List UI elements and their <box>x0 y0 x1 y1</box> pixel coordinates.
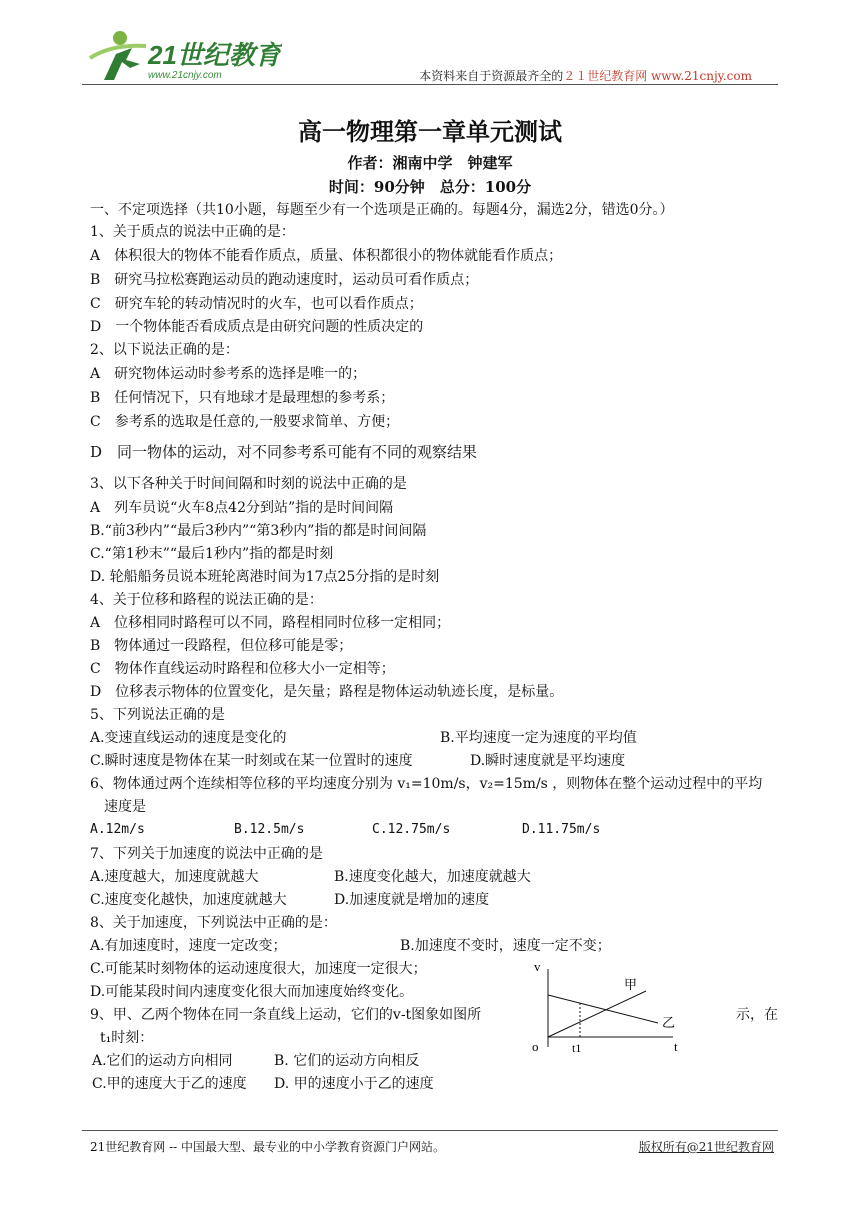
series-yi-line <box>548 995 658 1023</box>
y-axis-label: v <box>534 959 541 974</box>
q8-option-d: D.可能某段时间内速度变化很大而加速度始终变化。 <box>90 984 414 1000</box>
q1-stem: 1、关于质点的说法中正确的是： <box>90 224 295 240</box>
q9-option-a: A.它们的运动方向相同 <box>92 1053 233 1069</box>
q5-option-b: B.平均速度一定为速度的平均值 <box>440 730 637 746</box>
q8-option-c: C.可能某时刻物体的运动速度很大，加速度一定很大； <box>90 961 427 977</box>
page-title: 高一物理第一章单元测试 <box>298 117 562 146</box>
q7-option-a: A.速度越大，加速度就越大 <box>90 869 259 885</box>
q4-option-c: C 物体作直线运动时路程和位移大小一定相等； <box>90 661 395 677</box>
vt-chart <box>528 955 698 1055</box>
origin-label: o <box>532 1039 539 1054</box>
q3-option-a: A 列车员说“火车8点42分到站”指的是时间间隔 <box>90 500 394 516</box>
q6-option-d: D.11.75m/s <box>522 822 601 837</box>
q4-stem: 4、关于位移和路程的说法正确的是： <box>90 592 323 608</box>
q9-stem-tail: 示，在 <box>736 1007 778 1023</box>
series-jia-line <box>548 991 646 1037</box>
q1-option-c: C 研究车轮的转动情况时的火车，也可以看作质点； <box>90 296 423 312</box>
q9-option-c: C.甲的速度大于乙的速度 <box>92 1076 247 1092</box>
q2-stem: 2、以下说法正确的是： <box>90 342 239 358</box>
q6-option-a: A.12m/s <box>90 822 145 837</box>
q7-option-c: C.速度变化越快，加速度就越大 <box>90 892 287 908</box>
header-note: 本资料来自于资源最齐全的２１世纪教育网 www.21cnjy.com <box>419 69 752 83</box>
q5-option-d: D.瞬时速度就是平均速度 <box>470 753 626 769</box>
q8-option-b: B.加速度不变时，速度一定不变； <box>400 938 611 954</box>
logo-text: 21世纪教育 <box>148 40 281 70</box>
header-link[interactable]: ２１世纪教育网 www.21cnjy.com <box>563 69 752 83</box>
series-jia-label: 甲 <box>624 977 638 992</box>
q6-option-b: B.12.5m/s <box>234 822 305 837</box>
author-line: 作者：湘南中学 钟建军 <box>347 154 513 172</box>
q1-option-d: D 一个物体能否看成质点是由研究问题的性质决定的 <box>90 319 424 335</box>
q3-option-b: B.“前3秒内”“最后3秒内”“第3秒内”指的都是时间间隔 <box>90 523 427 539</box>
time-line: 时间：90分钟 总分：100分 <box>328 178 532 196</box>
logo-url: www.21cnjy.com <box>148 70 222 81</box>
q3-stem: 3、以下各种关于时间间隔和时刻的说法中正确的是 <box>90 476 407 492</box>
q5-option-c: C.瞬时速度是物体在某一时刻或在某一位置时的速度 <box>90 753 413 769</box>
q9-stem-cont: t₁时刻： <box>100 1030 154 1046</box>
q2-option-b: B 任何情况下，只有地球才是最理想的参考系； <box>90 390 395 406</box>
q6-option-c: C.12.75m/s <box>372 822 451 837</box>
q7-option-b: B.速度变化越大，加速度就越大 <box>334 869 531 885</box>
site-logo <box>82 24 282 86</box>
q6-stem: 6、物体通过两个连续相等位移的平均速度分别为 v₁=10m/s，v₂=15m/s ，则物体在整个运动过程中的平均 <box>90 776 763 792</box>
q8-stem: 8、关于加速度，下列说法中正确的是： <box>90 915 337 931</box>
t1-label: t1 <box>572 1041 582 1055</box>
q9-option-d: D. 甲的速度小于乙的速度 <box>274 1076 434 1092</box>
q4-option-d: D 位移表示物体的位置变化，是矢量；路程是物体运动轨迹长度，是标量。 <box>90 684 564 700</box>
q3-option-c: C.“第1秒末”“最后1秒内”指的都是时刻 <box>90 546 334 562</box>
section-heading: 一、不定项选择（共10小题，每题至少有一个选项是正确的。每题4分，漏选2分，错选0分。） <box>90 202 674 218</box>
q4-option-b: B 物体通过一段路程，但位移可能是零； <box>90 638 353 654</box>
x-axis-label: t <box>674 1039 678 1054</box>
q9-option-b: B. 它们的运动方向相反 <box>274 1053 420 1069</box>
footer-divider <box>82 1130 778 1131</box>
q2-option-d: D 同一物体的运动，对不同参考系可能有不同的观察结果 <box>90 443 478 461</box>
q1-option-b: B 研究马拉松赛跑运动员的跑动速度时，运动员可看作质点； <box>90 272 479 288</box>
q3-option-d: D. 轮船船务员说本班轮离港时间为17点25分指的是时刻 <box>90 569 440 585</box>
q9-stem: 9、甲、乙两个物体在同一条直线上运动，它们的v-t图象如图所 <box>90 1007 482 1023</box>
q7-option-d: D.加速度就是增加的速度 <box>334 892 490 908</box>
q2-option-a: A 研究物体运动时参考系的选择是唯一的； <box>90 366 367 382</box>
q2-option-c: C 参考系的选取是任意的,一般要求简单、方便； <box>90 414 400 430</box>
q7-stem: 7、下列关于加速度的说法中正确的是 <box>90 846 323 862</box>
q5-option-a: A.变速直线运动的速度是变化的 <box>90 730 287 746</box>
q4-option-a: A 位移相同时路程可以不同，路程相同时位移一定相同； <box>90 615 451 631</box>
series-yi-label: 乙 <box>662 1015 676 1030</box>
footer-left: 21世纪教育网 -- 中国最大型、最专业的中小学教育资源门户网站。 <box>90 1140 446 1154</box>
q5-stem: 5、下列说法正确的是 <box>90 707 225 723</box>
q8-option-a: A.有加速度时，速度一定改变； <box>90 938 287 954</box>
footer-copyright-link[interactable]: 版权所有@21世纪教育网 <box>638 1140 774 1154</box>
q1-option-a: A 体积很大的物体不能看作质点，质量、体积都很小的物体就能看作质点； <box>90 248 563 264</box>
q6-stem-cont: 速度是 <box>104 799 146 815</box>
header-divider <box>82 84 778 85</box>
